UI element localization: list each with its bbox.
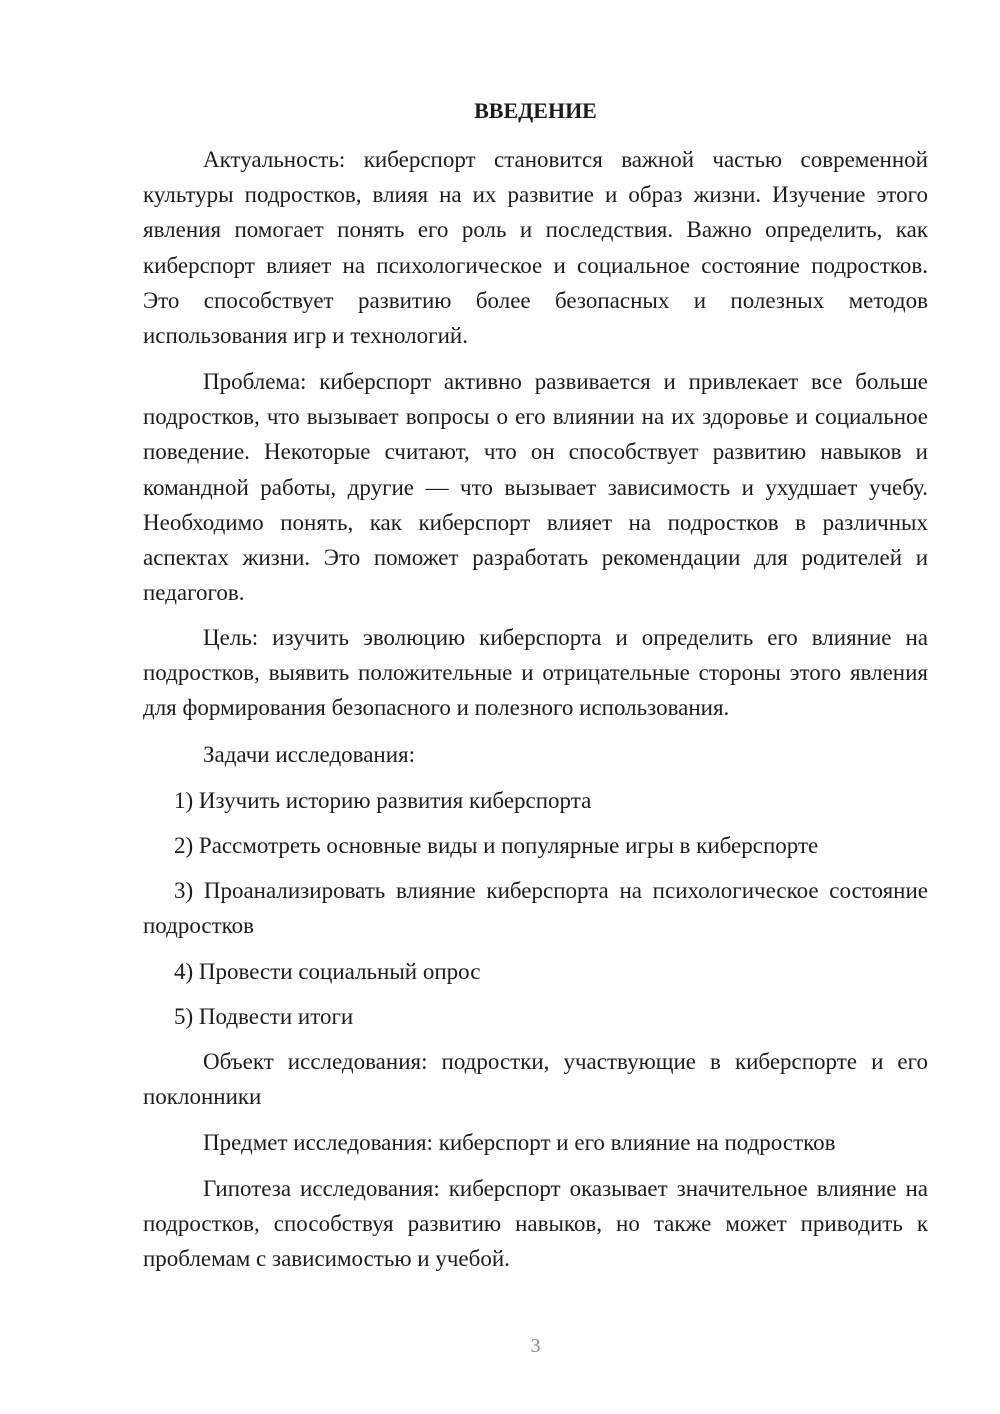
task-item-5: 5) Подвести итоги bbox=[174, 1004, 354, 1029]
task-item-2: 2) Рассмотреть основные виды и популярные игры в киберспорте bbox=[174, 833, 819, 858]
paragraph-object: Объект исследования: подростки, участвующие в киберспорте и его поклонники bbox=[143, 1049, 928, 1110]
page-number: 3 bbox=[530, 1335, 541, 1357]
paragraph-hypothesis: Гипотеза исследования: киберспорт оказывает значительное влияние на подростков, способствуя развитию навыков, но также может приводить к проблемам с зависимостью и учебой. bbox=[143, 1176, 928, 1272]
paragraph-goal: Цель: изучить эволюцию киберспорта и определить его влияние на подростков, выявить положительные и отрицательные стороны этого явления для формирования безопасного и полезного использования. bbox=[143, 625, 928, 721]
tasks-heading: Задачи исследования: bbox=[203, 742, 416, 767]
task-item-4: 4) Провести социальный опрос bbox=[174, 959, 481, 984]
task-item-3: 3) Проанализировать влияние киберспорта на психологическое состояние подростков bbox=[143, 878, 928, 939]
paragraph-problem: Проблема: киберспорт активно развивается и привлекает все больше подростков, что вызывает вопросы о его влиянии на их здоровье и социальное поведение. Некоторые считают, что он способствует развитию навыков и командной работы, другие — что вызывает зависимость и ухудшает учебу. Необходимо понять, как киберспорт влияет на подростков в различных аспектах жизни. Это поможет разработать рекомендации для родителей и педагогов. bbox=[143, 369, 928, 606]
task-item-1: 1) Изучить историю развития киберспорта bbox=[174, 788, 592, 813]
paragraph-subject: Предмет исследования: киберспорт и его влияние на подростков bbox=[203, 1130, 836, 1155]
paragraph-relevance: Актуальность: киберспорт становится важной частью современной культуры подростков, влияя на их развитие и образ жизни. Изучение этого явления помогает понять его роль и последствия. Важно определить, как киберспорт влияет на психологическое и социальное состояние подростков. Это способствует развитию более безопасных и полезных методов использования игр и технологий. bbox=[143, 147, 928, 349]
section-heading: ВВЕДЕНИЕ bbox=[474, 98, 597, 123]
